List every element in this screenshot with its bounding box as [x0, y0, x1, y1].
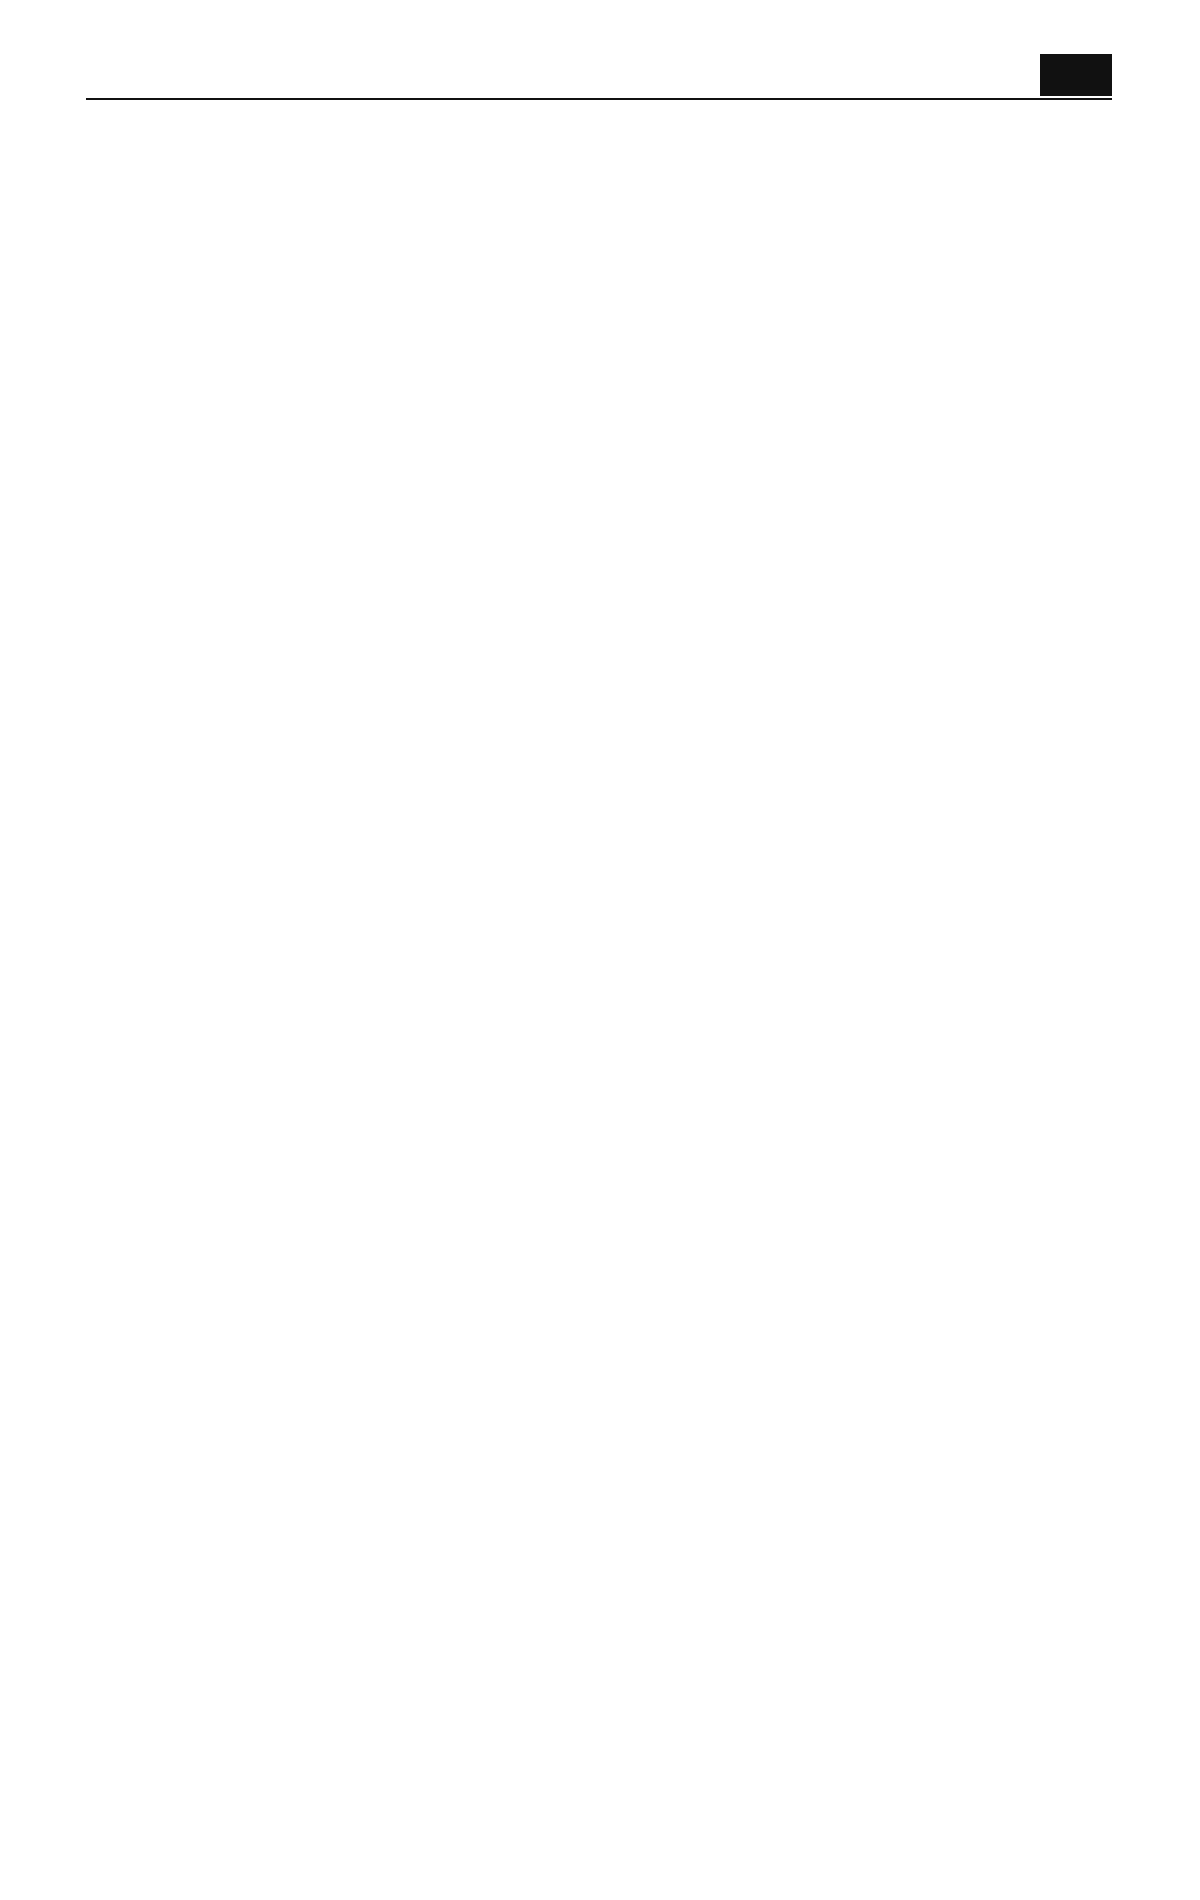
toc-page: [86, 50, 1112, 100]
header-page-block: [1040, 54, 1112, 96]
running-header: [86, 50, 1112, 100]
